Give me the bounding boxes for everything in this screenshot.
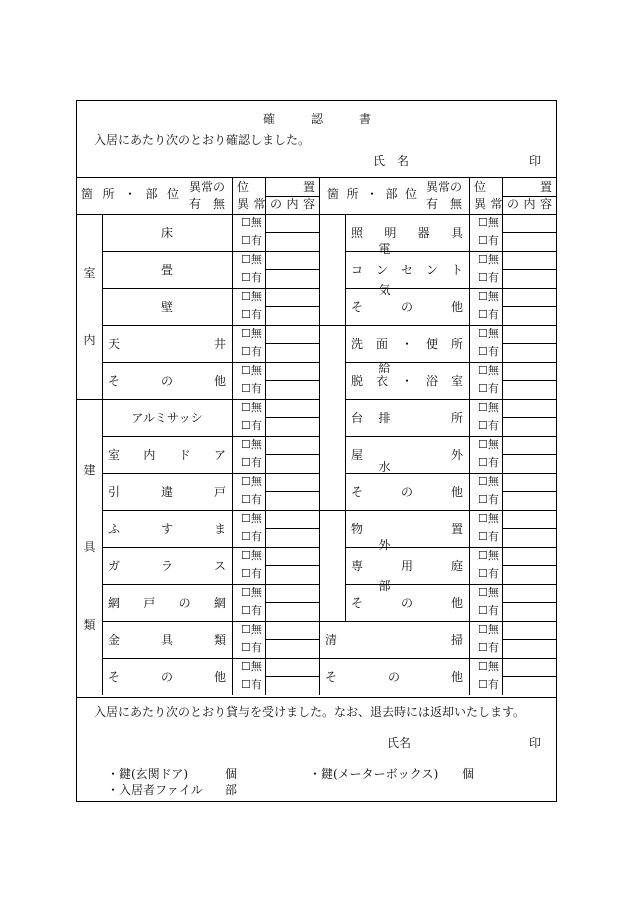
left-row-line xyxy=(102,325,319,326)
left-checkbox-yes-2[interactable]: ☐有 xyxy=(241,308,262,321)
right-row-line xyxy=(345,547,556,548)
right-row-line xyxy=(345,584,556,585)
left-position-subline xyxy=(265,528,319,529)
right-item-g0-0: 照 明 器 具 xyxy=(351,225,463,240)
left-position-subline xyxy=(265,380,319,381)
right-checkbox-yes-8[interactable]: ☐有 xyxy=(478,530,499,543)
left-checkbox-none-2[interactable]: ☐無 xyxy=(241,290,262,303)
right-row-line xyxy=(345,362,556,363)
left-group-divider xyxy=(102,214,103,695)
right-row-line xyxy=(345,251,556,252)
left-checkbox-yes-12[interactable]: ☐有 xyxy=(241,678,262,691)
left-group-label-0: 室 内 xyxy=(83,266,96,347)
right-checkbox-none-12[interactable]: ☐無 xyxy=(478,660,499,673)
right-position-subline xyxy=(502,380,556,381)
left-position-subline xyxy=(265,639,319,640)
col-position-right: 位 置 xyxy=(474,180,552,194)
move-in-statement: 入居にあたり次のとおり確認しました。 xyxy=(94,133,311,147)
right-checkbox-yes-0[interactable]: ☐有 xyxy=(478,234,499,247)
right-group-label-0: 電 気 xyxy=(378,241,391,298)
name-label: 氏 名 xyxy=(373,154,410,168)
right-item-g0-2: そ の 他 xyxy=(351,299,463,314)
left-checkbox-none-11[interactable]: ☐無 xyxy=(241,623,262,636)
col-content-right: 異 常 の 内 容 xyxy=(474,197,552,211)
right-row-line xyxy=(345,399,556,400)
left-item-g1-6: 金 具 類 xyxy=(108,632,226,647)
left-checkbox-none-9[interactable]: ☐無 xyxy=(241,549,262,562)
left-checkbox-yes-0[interactable]: ☐有 xyxy=(241,234,262,247)
right-item-g2-1: 専 用 庭 xyxy=(351,558,463,573)
left-item-g1-2: 引 違 戸 xyxy=(108,484,226,499)
right-checkbox-yes-4[interactable]: ☐有 xyxy=(478,382,499,395)
col-abnormal-bottom-left: 有 無 xyxy=(189,197,226,211)
right-checkbox-none-9[interactable]: ☐無 xyxy=(478,549,499,562)
left-checkbox-none-5[interactable]: ☐無 xyxy=(241,401,262,414)
left-position-subline xyxy=(265,269,319,270)
left-row-line xyxy=(102,584,319,585)
right-checkbox-none-4[interactable]: ☐無 xyxy=(478,364,499,377)
col-abnormal-top-right: 異常の xyxy=(426,180,463,194)
left-checkbox-yes-4[interactable]: ☐有 xyxy=(241,382,262,395)
left-item-g1-1: 室 内 ド ア xyxy=(108,447,226,462)
footer-seal-label: 印 xyxy=(529,736,542,750)
right-checkbox-none-6[interactable]: ☐無 xyxy=(478,438,499,451)
right-abnormal-divider xyxy=(469,177,470,695)
right-checkbox-yes-2[interactable]: ☐有 xyxy=(478,308,499,321)
right-position-subline xyxy=(502,528,556,529)
right-checkbox-none-7[interactable]: ☐無 xyxy=(478,475,499,488)
left-row-line xyxy=(102,288,319,289)
right-item-g1-4: そ の 他 xyxy=(351,484,463,499)
col-abnormal-bottom-right: 有 無 xyxy=(426,197,463,211)
left-row-line xyxy=(102,251,319,252)
left-row-line xyxy=(102,510,319,511)
left-item-g1-3: ふ す ま xyxy=(108,521,226,536)
left-checkbox-yes-7[interactable]: ☐有 xyxy=(241,493,262,506)
document-title: 確 認 書 xyxy=(262,112,371,126)
right-item-g0-1: コ ン セ ン ト xyxy=(351,262,463,277)
left-checkbox-yes-11[interactable]: ☐有 xyxy=(241,641,262,654)
col-position-left: 位 置 xyxy=(237,180,315,194)
left-row-line xyxy=(102,436,319,437)
right-position-subline xyxy=(502,306,556,307)
right-checkbox-yes-10[interactable]: ☐有 xyxy=(478,604,499,617)
seal-label: 印 xyxy=(529,154,542,168)
right-position-subline xyxy=(502,269,556,270)
right-header-subline xyxy=(502,196,556,197)
left-position-subline xyxy=(265,306,319,307)
right-row-line xyxy=(345,473,556,474)
right-checkbox-yes-5[interactable]: ☐有 xyxy=(478,419,499,432)
left-checkbox-none-1[interactable]: ☐無 xyxy=(241,253,262,266)
left-position-subline xyxy=(265,232,319,233)
left-position-subline xyxy=(265,602,319,603)
right-checkbox-none-1[interactable]: ☐無 xyxy=(478,253,499,266)
right-item-g2-0: 物 置 xyxy=(351,521,463,536)
right-row-line xyxy=(319,510,556,511)
right-checkbox-none-5[interactable]: ☐無 xyxy=(478,401,499,414)
left-item-g1-7: そ の 他 xyxy=(108,669,226,684)
inspection-table xyxy=(77,101,556,701)
right-checkbox-none-10[interactable]: ☐無 xyxy=(478,586,499,599)
right-item-g1-2: 台 所 xyxy=(351,410,463,425)
left-item-g0-1: 畳 xyxy=(160,262,173,277)
right-checkbox-yes-9[interactable]: ☐有 xyxy=(478,567,499,580)
right-checkbox-yes-7[interactable]: ☐有 xyxy=(478,493,499,506)
key-entrance-label: ・鍵(玄関ドア) xyxy=(107,767,189,781)
right-row-line xyxy=(319,621,556,622)
right-checkbox-none-3[interactable]: ☐無 xyxy=(478,327,499,340)
left-checkbox-none-0[interactable]: ☐無 xyxy=(241,216,262,229)
left-item-g0-0: 床 xyxy=(160,225,173,240)
right-item-g1-1: 脱 衣 ・ 浴 室 xyxy=(351,373,463,388)
left-row-line xyxy=(77,399,319,400)
right-standalone-item-1: そ の 他 xyxy=(325,669,463,684)
right-checkbox-none-2[interactable]: ☐無 xyxy=(478,290,499,303)
right-position-subline xyxy=(502,602,556,603)
right-position-subline xyxy=(502,639,556,640)
right-checkbox-yes-1[interactable]: ☐有 xyxy=(478,271,499,284)
right-group-divider xyxy=(345,214,346,621)
key-entrance-unit: 個 xyxy=(225,767,238,781)
left-position-subline xyxy=(265,676,319,677)
right-checkbox-none-8[interactable]: ☐無 xyxy=(478,512,499,525)
col-place-right: 箇 所 ・ 部 位 xyxy=(327,187,417,201)
right-position-subline xyxy=(502,343,556,344)
right-position-subline xyxy=(502,417,556,418)
left-position-subline xyxy=(265,343,319,344)
left-checkbox-yes-10[interactable]: ☐有 xyxy=(241,604,262,617)
right-checkbox-yes-6[interactable]: ☐有 xyxy=(478,456,499,469)
right-group-label-2: 外 部 xyxy=(378,537,391,594)
key-meter-label: ・鍵(メーターボックス) xyxy=(309,767,439,781)
left-item-g0-4: そ の 他 xyxy=(108,373,226,388)
left-row-line xyxy=(102,621,319,622)
left-abnormal-divider xyxy=(232,177,233,695)
right-position-subline xyxy=(502,491,556,492)
left-header-subline xyxy=(265,196,319,197)
left-checkbox-yes-8[interactable]: ☐有 xyxy=(241,530,262,543)
left-position-subline xyxy=(265,565,319,566)
left-checkbox-none-6[interactable]: ☐無 xyxy=(241,438,262,451)
left-position-subline xyxy=(265,417,319,418)
left-checkbox-none-10[interactable]: ☐無 xyxy=(241,586,262,599)
left-position-divider xyxy=(265,177,266,695)
resident-file-label: ・入居者ファイル xyxy=(107,783,203,797)
left-checkbox-yes-1[interactable]: ☐有 xyxy=(241,271,262,284)
left-checkbox-none-4[interactable]: ☐無 xyxy=(241,364,262,377)
right-checkbox-yes-12[interactable]: ☐有 xyxy=(478,678,499,691)
right-item-g1-3: 屋 外 xyxy=(351,447,463,462)
right-item-g2-2: そ の 他 xyxy=(351,595,463,610)
lending-statement: 入居にあたり次のとおり貸与を受けました。なお、退去時には返却いたします。 xyxy=(94,705,526,719)
right-row-line xyxy=(319,325,556,326)
right-row-line xyxy=(345,436,556,437)
col-abnormal-top-left: 異常の xyxy=(189,180,226,194)
left-checkbox-yes-3[interactable]: ☐有 xyxy=(241,345,262,358)
left-checkbox-none-3[interactable]: ☐無 xyxy=(241,327,262,340)
left-row-line xyxy=(102,658,319,659)
left-item-g1-4: ガ ラ ス xyxy=(108,558,226,573)
right-position-divider xyxy=(502,177,503,695)
left-group-label-1: 建 具 類 xyxy=(83,462,96,632)
table-bottom-line xyxy=(77,697,556,698)
col-content-left: 異 常 の 内 容 xyxy=(237,197,315,211)
right-position-subline xyxy=(502,676,556,677)
left-position-subline xyxy=(265,454,319,455)
right-checkbox-yes-11[interactable]: ☐有 xyxy=(478,641,499,654)
right-position-subline xyxy=(502,232,556,233)
left-item-g0-3: 天 井 xyxy=(108,336,226,351)
right-row-line xyxy=(345,288,556,289)
right-position-subline xyxy=(502,454,556,455)
right-standalone-item-0: 清 掃 xyxy=(325,632,463,647)
left-row-line xyxy=(102,362,319,363)
left-position-subline xyxy=(265,491,319,492)
left-row-line xyxy=(102,547,319,548)
left-checkbox-yes-6[interactable]: ☐有 xyxy=(241,456,262,469)
right-group-label-1: 給 排 水 xyxy=(378,360,391,475)
left-checkbox-none-12[interactable]: ☐無 xyxy=(241,660,262,673)
left-checkbox-none-8[interactable]: ☐無 xyxy=(241,512,262,525)
center-divider xyxy=(319,177,320,695)
right-row-line xyxy=(319,658,556,659)
footer-name-label: 氏名 xyxy=(387,736,412,750)
right-checkbox-none-11[interactable]: ☐無 xyxy=(478,623,499,636)
left-item-g1-5: 網 戸 の 網 xyxy=(108,595,226,610)
right-checkbox-yes-3[interactable]: ☐有 xyxy=(478,345,499,358)
right-item-g1-0: 洗 面 ・ 便 所 xyxy=(351,336,463,351)
left-item-g0-2: 壁 xyxy=(160,299,173,314)
resident-file-unit: 部 xyxy=(225,783,238,797)
left-item-g1-0: アルミサッシ xyxy=(131,410,203,425)
right-checkbox-none-0[interactable]: ☐無 xyxy=(478,216,499,229)
confirmation-document xyxy=(76,100,557,802)
left-checkbox-yes-9[interactable]: ☐有 xyxy=(241,567,262,580)
right-position-subline xyxy=(502,565,556,566)
left-checkbox-yes-5[interactable]: ☐有 xyxy=(241,419,262,432)
left-row-line xyxy=(102,473,319,474)
left-checkbox-none-7[interactable]: ☐無 xyxy=(241,475,262,488)
key-meter-unit: 個 xyxy=(462,767,475,781)
col-place-left: 箇 所 ・ 部 位 xyxy=(81,187,179,201)
